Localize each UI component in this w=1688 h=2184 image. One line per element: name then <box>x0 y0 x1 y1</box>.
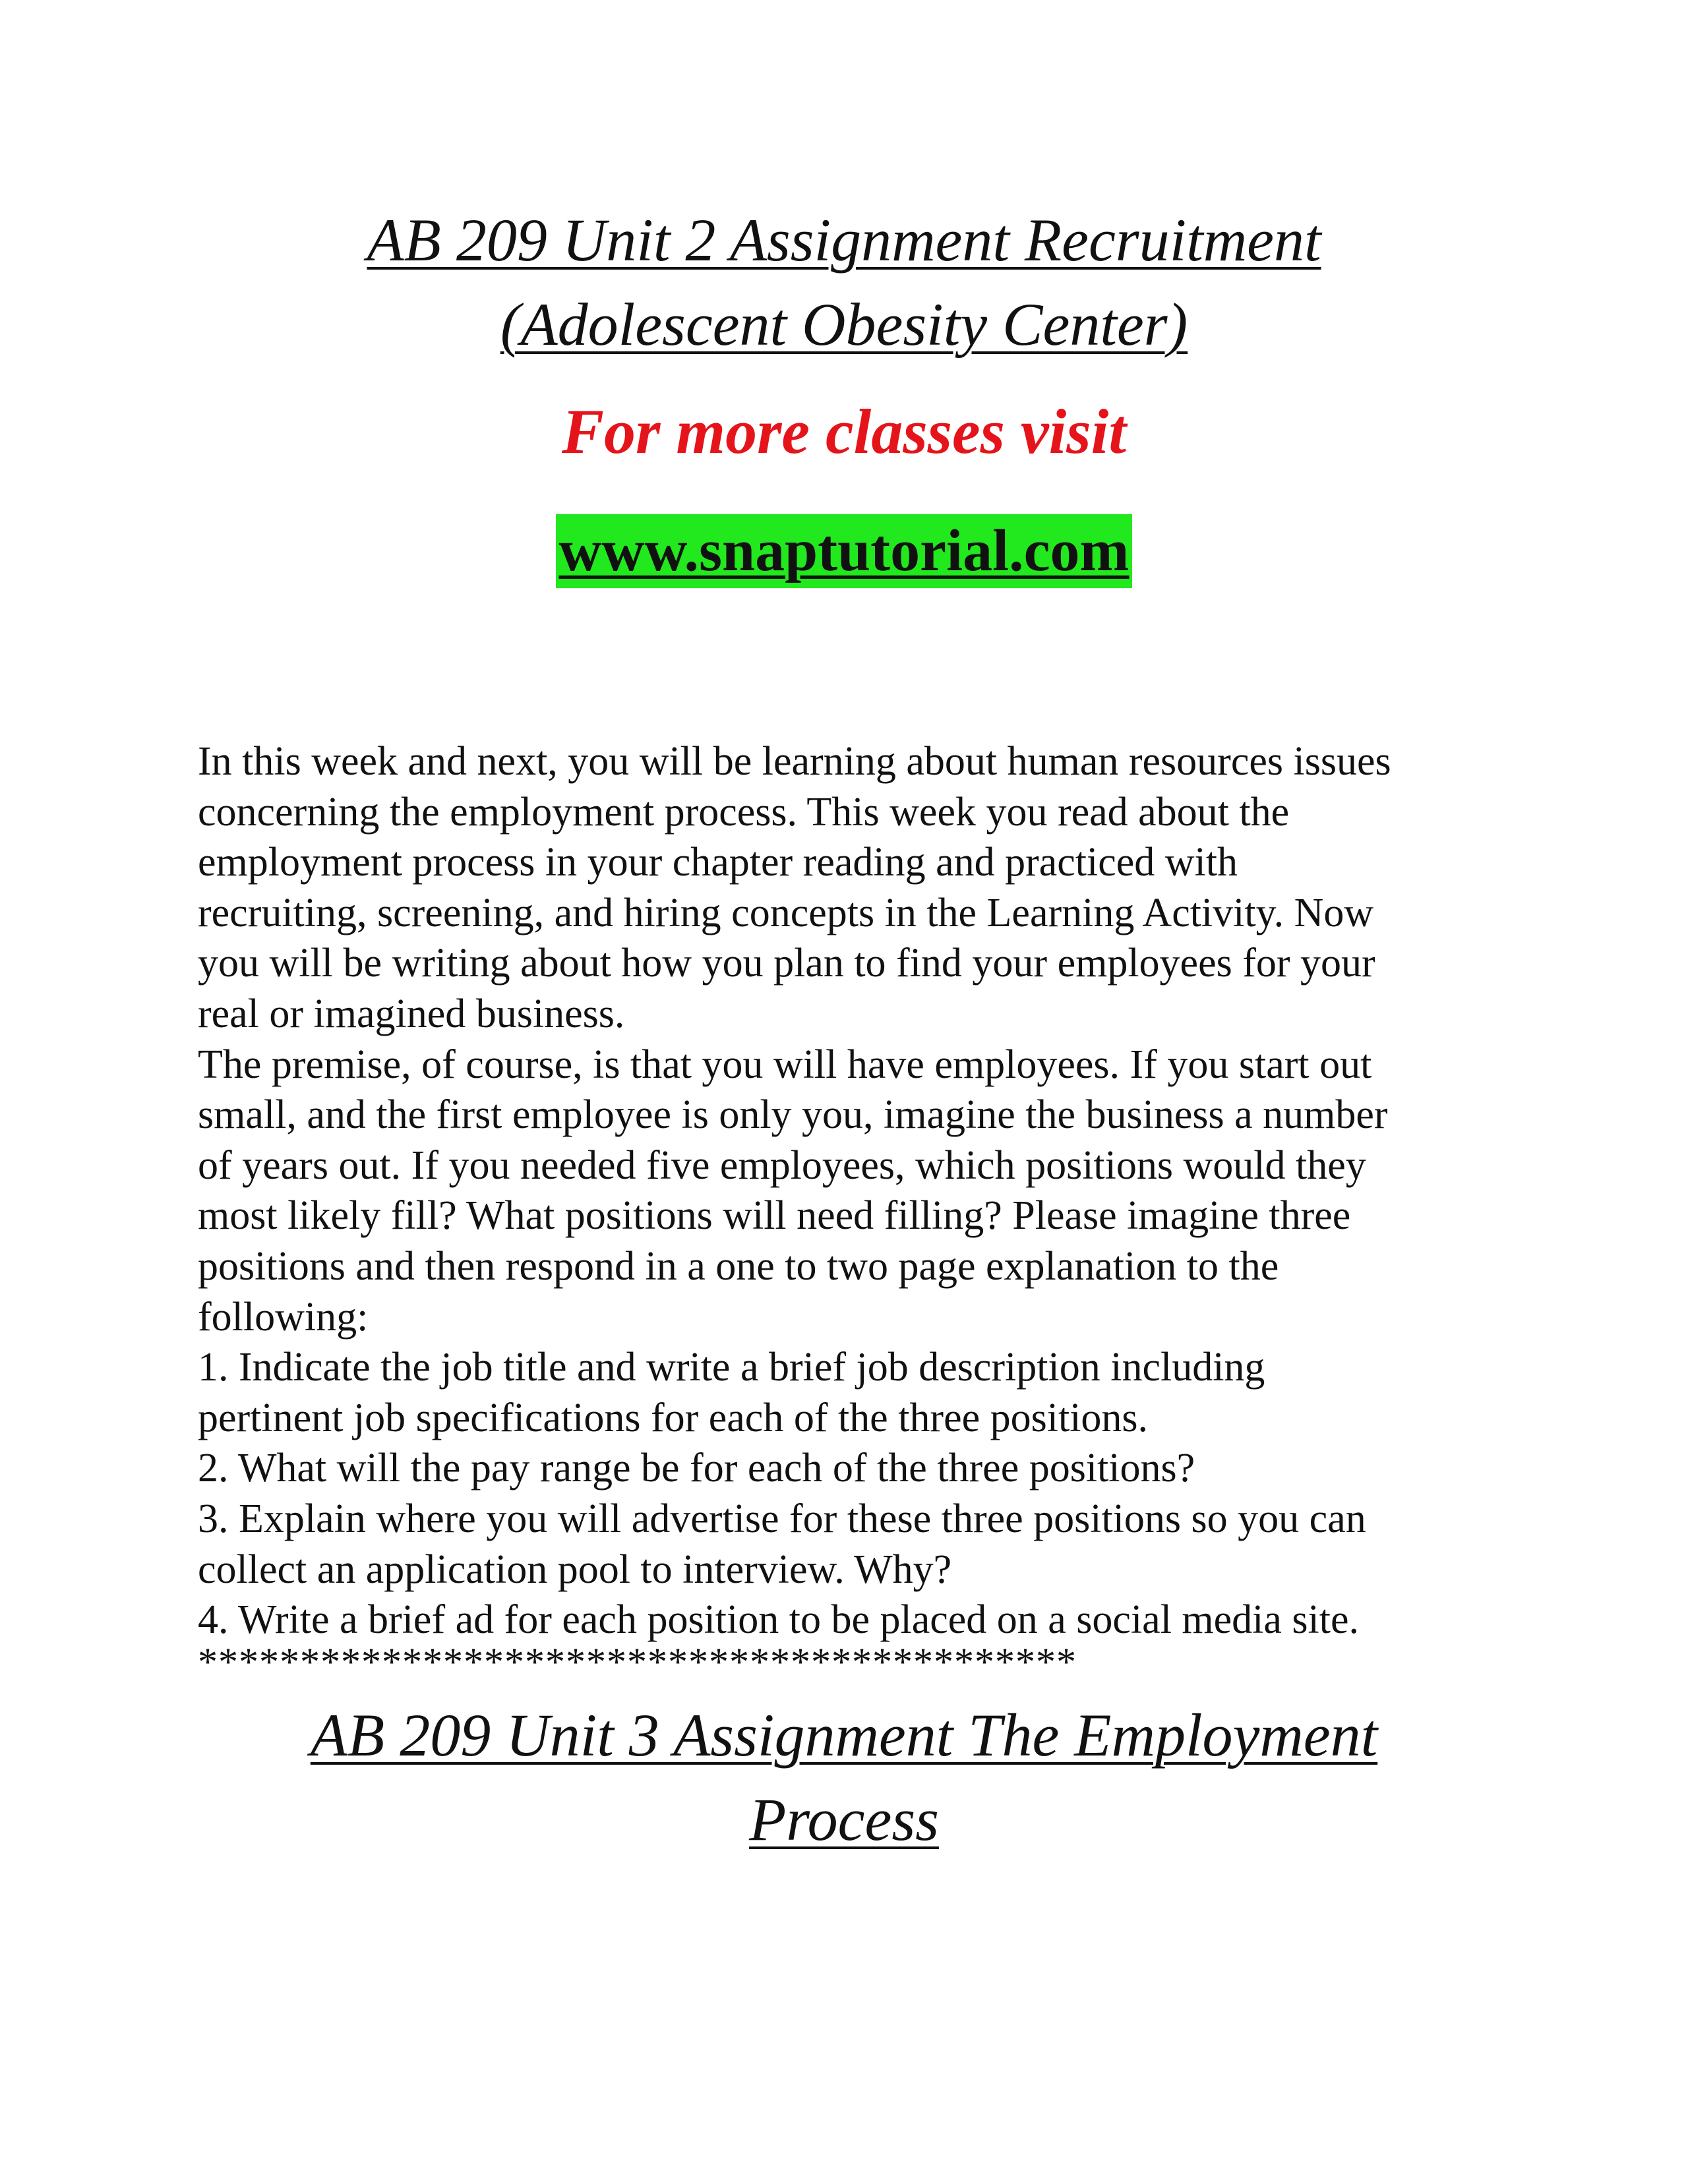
body-line: real or imagined business. <box>198 991 625 1036</box>
assignment-title <box>0 198 1688 367</box>
question-3-line: 3. Explain where you will advertise for these three positions so you can <box>198 1496 1366 1541</box>
question-1-line: pertinent job specifications for each of the three positions. <box>198 1395 1149 1440</box>
assignment-body <box>198 736 1517 1686</box>
next-assignment-title-line-2: Process <box>749 1786 939 1853</box>
asterisk-separator: ******************************************* <box>198 1645 1077 1684</box>
body-line: of years out. If you needed five employees, which positions would they <box>198 1142 1366 1188</box>
next-assignment-title-line-1: AB 209 Unit 3 Assignment The Employment <box>310 1701 1378 1769</box>
promo-text: For more classes visit <box>562 396 1126 467</box>
body-line: positions and then respond in a one to two page explanation to the <box>198 1243 1279 1289</box>
body-line: In this week and next, you will be learning about human resources issues <box>198 739 1391 784</box>
question-2-line: 2. What will the pay range be for each of the three positions? <box>198 1446 1195 1491</box>
body-line: you will be writing about how you plan to find your employees for your <box>198 941 1375 986</box>
next-assignment-title <box>0 1693 1688 1862</box>
assignment-title-line-2: (Adolescent Obesity Center) <box>500 291 1188 358</box>
body-line: recruiting, screening, and hiring concepts in the Learning Activity. Now <box>198 890 1374 935</box>
assignment-title-line-1: AB 209 Unit 2 Assignment Recruitment <box>367 206 1321 274</box>
question-1-line: 1. Indicate the job title and write a brief job description including <box>198 1345 1265 1390</box>
body-line: most likely fill? What positions will need filling? Please imagine three <box>198 1193 1351 1239</box>
site-link-wrapper <box>0 514 1688 588</box>
question-4-line: 4. Write a brief ad for each position to be placed on a social media site. <box>198 1597 1360 1643</box>
question-3-line: collect an application pool to interview. Why? <box>198 1547 952 1592</box>
body-line: The premise, of course, is that you will have employees. If you start out <box>198 1042 1372 1087</box>
body-line: employment process in your chapter reading and practiced with <box>198 840 1238 885</box>
body-line: small, and the first employee is only you, imagine the business a number <box>198 1092 1388 1138</box>
snaptutorial-link[interactable]: www.snaptutorial.com <box>556 514 1131 588</box>
body-line: concerning the employment process. This week you read about the <box>198 789 1290 835</box>
body-line: following: <box>198 1294 369 1340</box>
